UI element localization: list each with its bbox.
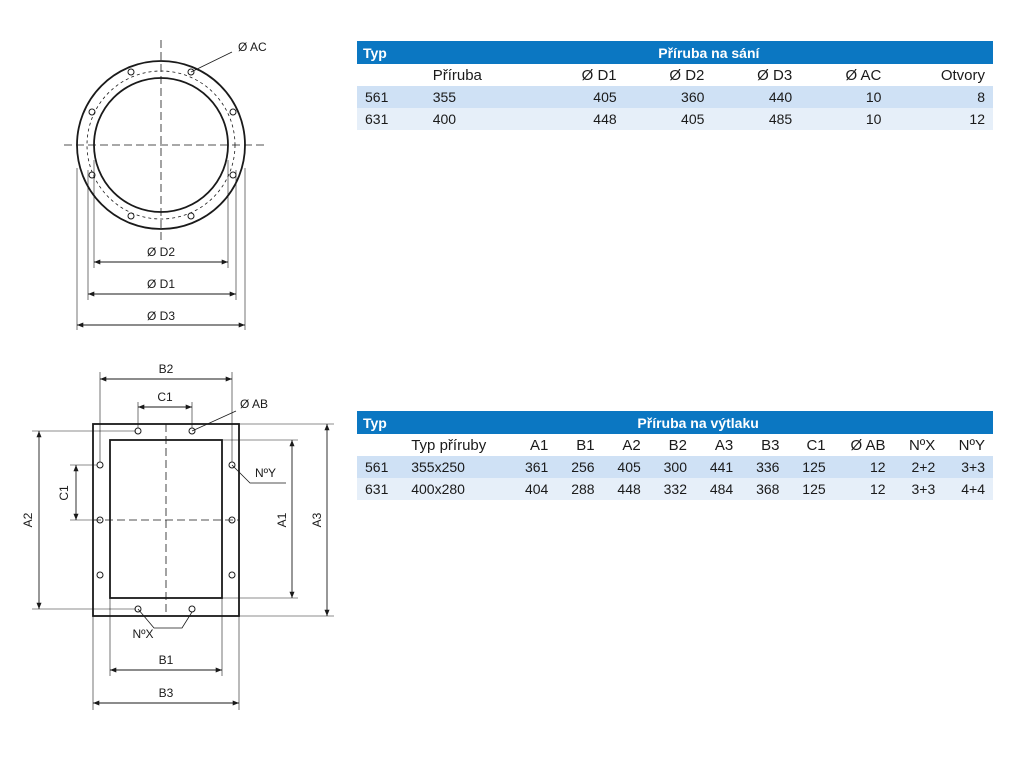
nox-leader — [138, 609, 192, 628]
column-header-ac: Ø AC — [800, 64, 889, 86]
a2-label: A2 — [21, 512, 35, 528]
table-cell: 10 — [800, 86, 889, 108]
table-sani-typ-header: Typ — [357, 41, 425, 64]
table-cell: 332 — [649, 478, 695, 500]
rectangular-flange-drawing — [32, 372, 334, 710]
table-cell: 2+2 — [894, 456, 944, 478]
table-priruba-na-sani — [357, 41, 993, 130]
column-header-ab: Ø AB — [834, 434, 894, 456]
table-cell: 561 — [357, 456, 403, 478]
table-cell: 441 — [695, 456, 741, 478]
column-header-d1: Ø D1 — [537, 64, 625, 86]
column-header-b1: B1 — [556, 434, 602, 456]
column-header-empty — [357, 434, 403, 456]
table-cell: 8 — [889, 86, 993, 108]
b3-label: B3 — [158, 686, 174, 700]
table-cell: 256 — [556, 456, 602, 478]
a1-label: A1 — [275, 512, 289, 528]
table-cell: 405 — [603, 456, 649, 478]
table-cell: 4+4 — [943, 478, 993, 500]
table-cell: 404 — [510, 478, 556, 500]
column-header-noy: NºY — [943, 434, 993, 456]
table-cell: 561 — [357, 86, 425, 108]
table-cell: 405 — [625, 108, 713, 130]
ac-label: Ø AC — [238, 40, 267, 54]
table-cell: 405 — [537, 86, 625, 108]
table-cell: 300 — [649, 456, 695, 478]
ab-leader — [192, 411, 236, 431]
table-cell: 355 — [425, 86, 537, 108]
table-cell: 484 — [695, 478, 741, 500]
c1-top-label: C1 — [157, 390, 173, 404]
table-cell: 12 — [834, 456, 894, 478]
table-cell: 400x280 — [403, 478, 510, 500]
table-sani-title: Příruba na sání — [425, 41, 993, 64]
column-header-nox: NºX — [894, 434, 944, 456]
table-cell: 10 — [800, 108, 889, 130]
table-cell: 288 — [556, 478, 602, 500]
d1-label: Ø D1 — [146, 277, 176, 291]
table-row — [357, 456, 993, 478]
table-cell: 400 — [425, 108, 537, 130]
table-cell: 125 — [787, 456, 833, 478]
bolt-holes — [89, 69, 236, 219]
table-cell: 125 — [787, 478, 833, 500]
table-cell: 336 — [741, 456, 787, 478]
b2-label: B2 — [158, 362, 174, 376]
table-cell: 12 — [834, 478, 894, 500]
column-header-d3: Ø D3 — [712, 64, 800, 86]
table-row — [357, 86, 993, 108]
column-header-a3: A3 — [695, 434, 741, 456]
table-cell: 368 — [741, 478, 787, 500]
table-cell: 3+3 — [943, 456, 993, 478]
noy-label: NºY — [255, 466, 277, 480]
table-cell: 448 — [603, 478, 649, 500]
table-priruba-na-vytlaku — [357, 411, 993, 500]
b1-label: B1 — [158, 653, 174, 667]
table-row — [357, 478, 993, 500]
table-cell: 631 — [357, 108, 425, 130]
column-header-typ-priruby: Typ příruby — [403, 434, 510, 456]
column-header-a1: A1 — [510, 434, 556, 456]
column-header-priruba: Příruba — [425, 64, 537, 86]
table-cell: 355x250 — [403, 456, 510, 478]
c1-side-label: C1 — [57, 485, 71, 501]
column-header-d2: Ø D2 — [625, 64, 713, 86]
table-cell: 448 — [537, 108, 625, 130]
column-header-otvory: Otvory — [889, 64, 993, 86]
table-cell: 12 — [889, 108, 993, 130]
table-vytlak-typ-header: Typ — [357, 411, 403, 434]
nox-label: NºX — [132, 627, 154, 641]
column-header-empty — [357, 64, 425, 86]
ab-label: Ø AB — [240, 397, 269, 411]
table-cell: 360 — [625, 86, 713, 108]
column-header-b2: B2 — [649, 434, 695, 456]
column-header-b3: B3 — [741, 434, 787, 456]
column-header-c1: C1 — [787, 434, 833, 456]
table-cell: 485 — [712, 108, 800, 130]
d3-label: Ø D3 — [146, 309, 176, 323]
column-header-a2: A2 — [603, 434, 649, 456]
ac-leader — [191, 52, 232, 72]
table-vytlak-title: Příruba na výtlaku — [403, 411, 993, 434]
a3-label: A3 — [310, 512, 324, 528]
table-cell: 440 — [712, 86, 800, 108]
table-cell: 631 — [357, 478, 403, 500]
d2-label: Ø D2 — [146, 245, 176, 259]
table-cell: 361 — [510, 456, 556, 478]
table-row — [357, 108, 993, 130]
table-cell: 3+3 — [894, 478, 944, 500]
